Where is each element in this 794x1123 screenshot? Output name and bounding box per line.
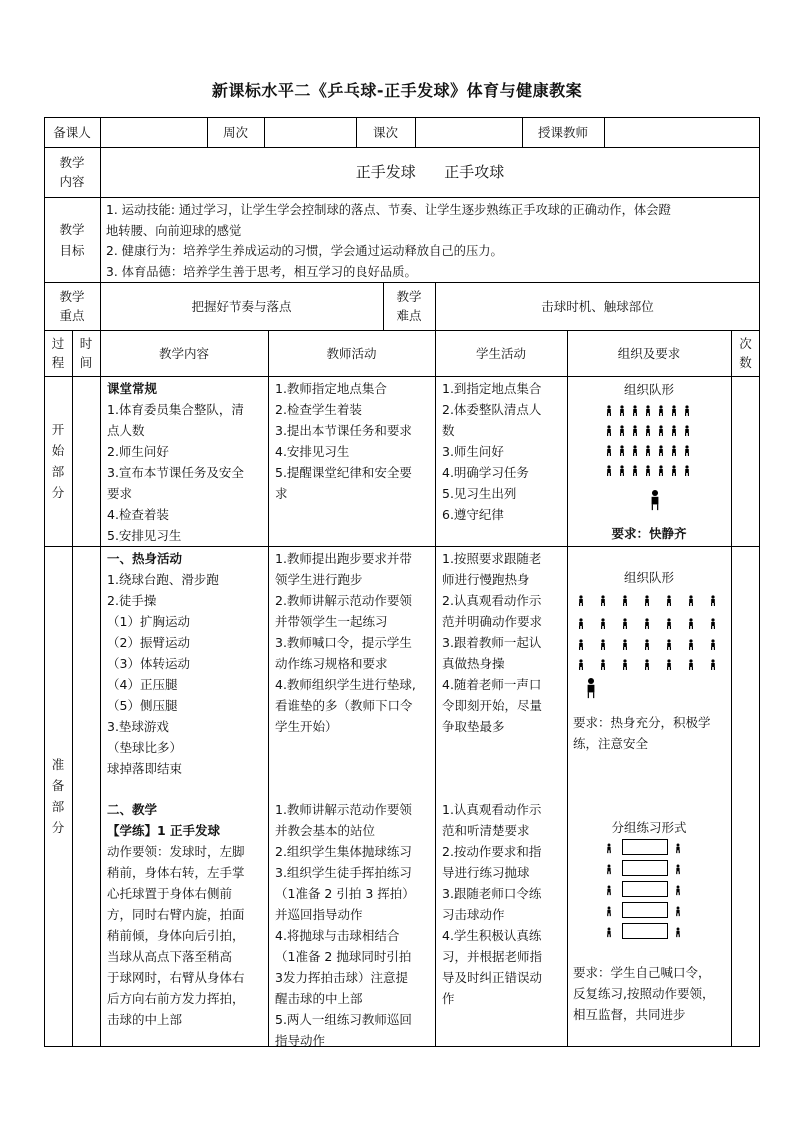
prep-student-line: 作 <box>442 991 455 1006</box>
prep-content-line: 于球网时，右臂从身体右 <box>107 970 245 985</box>
prep-content-line: 动作要领：发球时，左脚 <box>107 844 245 859</box>
start-student-line: 数 <box>442 423 455 438</box>
key-label: 教学 重点 <box>59 289 85 323</box>
student-icon <box>623 595 627 606</box>
student-icon <box>689 639 693 650</box>
page-title: 新课标水平二《乒乓球-正手发球》体育与健康教案 <box>211 81 583 100</box>
goals-list <box>102 198 760 282</box>
practice-table <box>622 923 668 939</box>
student-icon <box>646 425 650 436</box>
prep-teacher-line: 领学生进行跑步 <box>275 572 363 587</box>
student-icon <box>659 445 663 456</box>
goal-line: 1. 运动技能: 通过学习，让学生学会控制球的落点、节奏、让学生逐步熟练正手攻球的正确动作，体会蹬 <box>106 203 671 217</box>
col-process: 过 程 <box>51 336 65 370</box>
start-student-line: 6.遵守纪律 <box>442 507 504 522</box>
goals-label: 教学 目标 <box>59 221 85 258</box>
prep-org-requirement-line: 反复练习,按照动作要领， <box>573 986 715 1001</box>
start-org-requirement: 要求：快静齐 <box>611 526 687 541</box>
prep-teacher-warmup <box>271 546 435 786</box>
prep-student-line: 范和听清楚要求 <box>442 823 530 838</box>
student-icon <box>601 618 605 629</box>
student-icon <box>689 595 693 606</box>
prep-student-line: 1.认真观看动作示 <box>442 802 542 817</box>
col-count: 次 数 <box>739 336 752 370</box>
difficulty-label: 教学 难点 <box>396 289 422 323</box>
student-icon <box>645 595 649 606</box>
prep-org-title-warmup: 组织队形 <box>623 570 674 585</box>
prep-teacher-line: 动作练习规格和要求 <box>275 656 388 671</box>
goal-line: 地转腰、向前迎球的感觉 <box>106 223 242 238</box>
practice-table <box>622 902 668 918</box>
prep-content-line: 3.垫球游戏 <box>107 719 169 734</box>
start-content <box>103 376 268 546</box>
content-value: 正手发球 正手攻球 <box>355 162 505 181</box>
student-icon <box>672 445 676 456</box>
preparer-value <box>100 117 207 147</box>
student-icon <box>623 659 627 670</box>
student-icon <box>659 425 663 436</box>
prep-teacher-line: 2.组织学生集体抛球练习 <box>275 844 412 859</box>
student-icon <box>579 595 583 606</box>
prep-student-line: 真做热身操 <box>442 656 505 671</box>
prep-teacher-line: 学生开始） <box>275 719 338 734</box>
student-icon <box>711 659 715 670</box>
student-icon <box>711 595 715 606</box>
student-icon <box>607 445 611 456</box>
prep-content-line: （3）体转运动 <box>107 656 190 671</box>
prep-teacher-line: 4.将抛球与击球相结合 <box>275 928 400 943</box>
goal-line: 2. 健康行为：培养学生养成运动的习惯，学会通过运动释放自己的压力。 <box>106 244 503 258</box>
student-icon <box>645 639 649 650</box>
preparer-label: 备课人 <box>53 124 91 140</box>
student-icon <box>667 659 671 670</box>
student-icon <box>711 618 715 629</box>
key-value: 把握好节奏与落点 <box>191 298 292 314</box>
prep-content-teaching <box>103 797 268 1037</box>
prep-teacher-line: 并教会基本的站位 <box>275 823 376 838</box>
start-student-line: 5.见习生出列 <box>442 486 517 501</box>
student-icon <box>672 405 676 416</box>
prep-teaching-subheading: 【学练】1 正手发球 <box>107 823 221 838</box>
student-icon <box>659 405 663 416</box>
prep-teacher-line: 醒击球的中上部 <box>275 991 363 1006</box>
student-icon <box>676 886 679 896</box>
start-teacher <box>271 376 435 546</box>
start-teacher-line: 2.检查学生着装 <box>275 402 362 417</box>
prep-teacher-line: 3.组织学生徒手挥拍练习 <box>275 865 412 880</box>
prep-org-requirement-line: 要求：学生自己喊口令， <box>573 965 711 980</box>
student-icon <box>689 659 693 670</box>
start-student-line: 3.师生问好 <box>442 444 504 459</box>
student-icon <box>607 465 611 476</box>
prep-teacher-line: 并带领学生一起练习 <box>275 614 388 629</box>
start-org-title: 组织队形 <box>623 382 674 397</box>
start-content-line: 2.师生问好 <box>107 444 169 459</box>
col-content: 教学内容 <box>158 345 209 361</box>
student-icon <box>607 865 610 875</box>
student-icon <box>645 659 649 670</box>
prep-content-warmup <box>103 546 268 786</box>
prep-content-line: （5）侧压腿 <box>107 698 178 713</box>
prep-student-line: 习，并根据老师指 <box>442 949 543 964</box>
prep-teacher-line: 看谁垫的多（教师下口令 <box>275 698 413 713</box>
student-icon <box>711 639 715 650</box>
student-icon <box>579 659 583 670</box>
student-icon <box>633 425 637 436</box>
start-content-line: 4.检查着装 <box>107 507 169 522</box>
student-icon <box>676 907 679 917</box>
teacher-icon <box>652 490 659 510</box>
prep-teacher-line: 4.教师组织学生进行垫球, <box>275 677 416 692</box>
student-icon <box>685 425 689 436</box>
prep-student-line: 师进行慢跑热身 <box>442 572 530 587</box>
col-teacher: 教师活动 <box>326 345 377 361</box>
practice-table <box>622 839 668 855</box>
prep-content-line: 心托球置于身体右侧前 <box>107 886 233 901</box>
student-icon <box>667 595 671 606</box>
prep-section-label: 准 备 部 分 <box>51 757 65 835</box>
start-teacher-line: 5.提醒课堂纪律和安全要 <box>275 465 412 480</box>
student-icon <box>685 465 689 476</box>
start-formation-diagram <box>567 376 731 546</box>
student-icon <box>623 639 627 650</box>
start-content-line: 点人数 <box>107 423 145 438</box>
prep-content-line: 2.徒手操 <box>107 593 157 608</box>
start-content-line: 5.安排见习生 <box>107 528 182 543</box>
student-icon <box>676 844 679 854</box>
student-icon <box>676 865 679 875</box>
prep-student-line: 1.按照要求跟随老 <box>442 551 542 566</box>
student-icon <box>667 618 671 629</box>
prep-teacher-line: 指导动作 <box>275 1033 326 1048</box>
prep-content-line: （2）振臂运动 <box>107 635 190 650</box>
start-teacher-line: 3.提出本节课任务和要求 <box>275 423 412 438</box>
prep-org-title-group: 分组练习形式 <box>611 820 687 835</box>
prep-student-line: 2.按动作要求和指 <box>442 844 542 859</box>
student-icon <box>620 465 624 476</box>
student-icon <box>607 425 611 436</box>
practice-table <box>622 881 668 897</box>
student-icon <box>633 445 637 456</box>
student-icon <box>607 405 611 416</box>
difficulty-value: 击球时机、触球部位 <box>541 298 654 314</box>
student-icon <box>620 445 624 456</box>
prep-content-line: 球掉落即结束 <box>107 761 183 776</box>
prep-organization <box>567 546 731 1046</box>
prep-teacher-line: 1.教师讲解示范动作要领 <box>275 802 412 817</box>
prep-student-line: 2.认真观看动作示 <box>442 593 542 608</box>
prep-teacher-line: 3发力挥拍击球）注意提 <box>275 970 408 985</box>
prep-teacher-line: 1.教师提出跑步要求并带 <box>275 551 412 566</box>
start-content-line: 3.宣布本节课任务及安全 <box>107 465 244 480</box>
student-icon <box>607 907 610 917</box>
prep-content-line: 击球的中上部 <box>107 1012 183 1027</box>
teacher-icon <box>588 678 595 698</box>
week-label: 周次 <box>222 124 248 140</box>
prep-teacher-line: 并巡回指导动作 <box>275 907 363 922</box>
prep-student-line: 习击球动作 <box>442 907 505 922</box>
col-organization: 组织及要求 <box>617 345 681 361</box>
student-icon <box>646 465 650 476</box>
start-content-heading: 课堂常规 <box>107 381 158 396</box>
prep-student-line: 4.随着老师一声口 <box>442 677 542 692</box>
start-content-line: 1.体育委员集合整队，清 <box>107 402 244 417</box>
prep-content-line: 方，同时右臂内旋，拍面 <box>107 907 245 922</box>
prep-teacher-line: 5.两人一组练习教师巡回 <box>275 1012 412 1027</box>
prep-student-line: 4.学生积极认真练 <box>442 928 542 943</box>
start-section-label: 开 始 部 分 <box>51 422 65 500</box>
prep-teacher-teaching <box>271 797 435 1047</box>
student-icon <box>601 659 605 670</box>
prep-org-requirement-line: 相互监督，共同进步 <box>573 1007 686 1022</box>
start-student <box>438 376 567 546</box>
student-icon <box>607 886 610 896</box>
student-icon <box>667 639 671 650</box>
col-student: 学生活动 <box>475 345 526 361</box>
prep-content-line: 稍前，身体右转，左手掌 <box>107 865 245 880</box>
student-icon <box>645 618 649 629</box>
student-icon <box>646 445 650 456</box>
prep-student-warmup <box>438 546 567 786</box>
student-icon <box>633 465 637 476</box>
start-organization <box>567 376 731 546</box>
prep-student-line: 3.跟着教师一起认 <box>442 635 542 650</box>
col-time: 时 间 <box>79 336 93 370</box>
prep-content-line: （1）扩胸运动 <box>107 614 190 629</box>
prep-student-line: 导及时纠正错误动 <box>442 970 543 985</box>
start-student-line: 2.体委整队清点人 <box>442 402 542 417</box>
prep-org-requirement-warmup <box>573 712 733 754</box>
student-icon <box>607 928 610 938</box>
student-icon <box>623 618 627 629</box>
student-icon <box>579 639 583 650</box>
student-icon <box>685 445 689 456</box>
prep-org-requirement-line: 要求：热身充分，积极学 <box>573 715 711 730</box>
prep-warmup-heading: 一、热身活动 <box>107 551 183 566</box>
prep-teacher-line: （1准备 2 抛球同时引拍 <box>275 949 412 964</box>
teacher-label: 授课教师 <box>537 124 588 140</box>
student-icon <box>685 405 689 416</box>
student-icon <box>620 405 624 416</box>
start-teacher-line: 1.教师指定地点集合 <box>275 381 387 396</box>
prep-content-line: （垫球比多） <box>107 740 183 755</box>
prep-student-line: 导进行练习抛球 <box>442 865 530 880</box>
student-icon <box>676 928 679 938</box>
prep-content-line: 稍前倾，身体向后引拍， <box>107 928 245 943</box>
student-icon <box>689 618 693 629</box>
student-icon <box>672 465 676 476</box>
goal-line: 3. 体育品德：培养学生善于思考，相互学习的良好品质。 <box>106 264 417 279</box>
student-icon <box>659 465 663 476</box>
student-icon <box>633 405 637 416</box>
student-icon <box>672 425 676 436</box>
prep-teaching-heading: 二、教学 <box>107 802 158 817</box>
content-label: 教学 内容 <box>59 155 85 189</box>
student-icon <box>601 595 605 606</box>
prep-student-teaching <box>438 797 567 1037</box>
prep-content-line: 后方向右前方发力挥拍， <box>107 991 245 1006</box>
start-content-line: 要求 <box>107 486 133 501</box>
prep-student-line: 3.跟随老师口令练 <box>442 886 542 901</box>
practice-table <box>622 860 668 876</box>
start-teacher-line: 求 <box>275 486 288 501</box>
prep-content-line: 当球从高点下落至稍高 <box>107 949 233 964</box>
start-student-line: 4.明确学习任务 <box>442 465 529 480</box>
prep-teacher-line: 3.教师喊口令，提示学生 <box>275 635 412 650</box>
student-icon <box>601 639 605 650</box>
student-icon <box>579 618 583 629</box>
lesson-label: 课次 <box>372 124 398 140</box>
prep-org-requirement-line: 练，注意安全 <box>573 736 649 751</box>
start-teacher-line: 4.安排见习生 <box>275 444 350 459</box>
prep-org-requirement-group <box>573 962 733 1025</box>
prep-student-line: 令即刻开始，尽量 <box>442 698 543 713</box>
student-icon <box>620 425 624 436</box>
student-icon <box>607 844 610 854</box>
student-icon <box>646 405 650 416</box>
start-student-line: 1.到指定地点集合 <box>442 381 542 396</box>
prep-teacher-line: 2.教师讲解示范动作要领 <box>275 593 412 608</box>
prep-content-line: 1.绕球台跑、滑步跑 <box>107 572 219 587</box>
prep-content-line: （4）正压腿 <box>107 677 178 692</box>
prep-student-line: 争取垫最多 <box>442 719 505 734</box>
prep-student-line: 范并明确动作要求 <box>442 614 543 629</box>
prep-teacher-line: （1准备 2 引拍 3 挥拍） <box>275 886 415 901</box>
